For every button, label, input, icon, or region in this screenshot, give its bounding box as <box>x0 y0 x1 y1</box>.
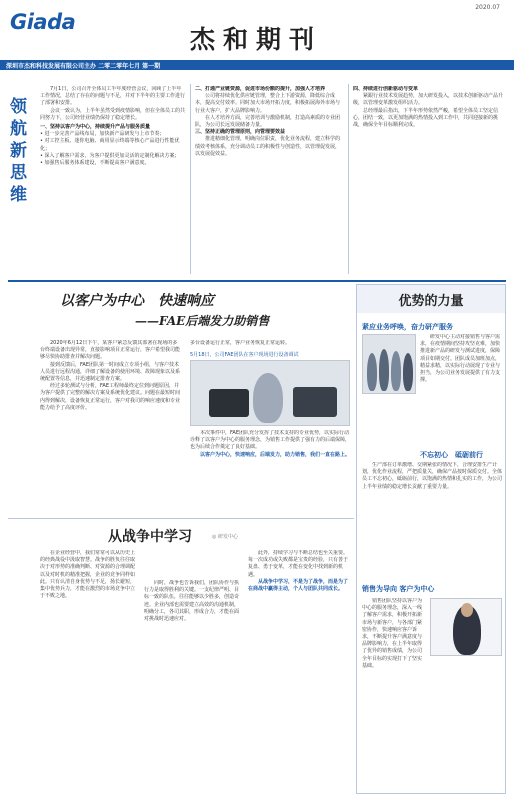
fae-photo-caption: 5月18日，公司FAE团队在客户现场进行设备调试 <box>190 352 299 358</box>
column-divider <box>348 84 349 274</box>
sales-photo <box>430 598 502 656</box>
advantage-heading-3: 销售为导向 客户为中心 <box>362 585 435 593</box>
study-highlight: 从战争中学习，不是为了战争，而是为了在商战中赢得主动，个人与团队共同成长。 <box>248 578 349 593</box>
section-divider <box>8 280 506 282</box>
advantage-text-2 <box>362 462 502 574</box>
lead-heading: 三、坚持正确的管理原则，向管理要效益 <box>195 129 286 136</box>
lead-bullet: • 进一步完善产品线布局，加快新产品研发与上市节奏； <box>40 131 165 138</box>
person-figure <box>379 349 389 391</box>
fae-column-1 <box>40 340 180 512</box>
study-paragraph: 同时，战争也告诉我们，团队协作与执行力是取得胜利的关键。一支纪律严明、目标一致的队伍，往往能够以少胜多，创造奇迹。企业内部也需要建立高效的沟通机制，明确分工，各司其职，形成合力，才能在面对挑战时迅速应对。 <box>144 580 240 623</box>
study-column-1 <box>40 550 138 790</box>
advantage-paragraph: 研发中心主动对接销售与客户需求，在疫情期间坚持攻坚克难，加快推进新产品的研发与测试进度，保障项目如期交付。团队成员加班加点，精益求精，以实际行动展现了专业与担当，为公司业务发展提供了有力支撑。 <box>420 334 501 384</box>
section-divider <box>8 518 354 519</box>
lead-bullet: • 加强售后服务体系建设，不断提高客户满意度。 <box>40 160 150 167</box>
lead-heading: 四、持续进行创新驱动与变革 <box>353 86 419 92</box>
advantage-text-3 <box>362 598 426 790</box>
study-byline: ◎ 研发中心 <box>212 534 238 540</box>
study-title: 从战争中学习 <box>108 529 192 545</box>
team-photo <box>362 334 416 394</box>
study-paragraph: 在企业经营中，我们常常可以从历史上的经典战役中汲取智慧。战争的胜负往往取决于对形势的准确判断、对资源的合理调配以及对时机的精准把握，企业的竞争同样如此。只有认清自身优势与不足，扬长避短，集中优势兵力，才能在激烈的市场竞争中立于不败之地。 <box>40 550 136 600</box>
fae-highlight: 以客户为中心，快速响应，后端发力，助力销售，我们一直在路上。 <box>200 451 350 458</box>
advantage-title: 优势的力量 <box>357 285 505 313</box>
study-paragraph: 此外，持续学习与不断总结也至关重要。每一次成功或失败都是宝贵的经验，只有善于复盘、勇于变革，才能在变化中找到新的机遇。 <box>248 550 349 578</box>
masthead-title: 杰和期刊 <box>190 25 323 54</box>
lead-column-1 <box>40 86 185 274</box>
lead-column-2 <box>195 86 343 274</box>
study-column-2 <box>144 580 242 790</box>
lead-bullet: • 深入了解客户需求，为客户提供更加灵活的定制化解决方案； <box>40 152 180 159</box>
advantage-heading-1: 紧应业务呼唤，奋力研产服务 <box>362 323 453 331</box>
person-head <box>461 603 473 617</box>
advantage-heading-2: 不忘初心 砥砺前行 <box>420 451 483 459</box>
study-column-3 <box>248 550 350 790</box>
lead-bullet: • 对工控主板、迷你电脑、商用显示终端等核心产品进行性能优化； <box>40 138 180 152</box>
advantage-text-1 <box>420 334 504 444</box>
person-figure <box>367 353 377 391</box>
fae-paragraph: 本次事件中，FAE团队充分发挥了技术支持的专业优势，以实际行动诠释了以客户为中心的服务理念，为销售工作提供了强有力的后端保障，也为后续合作奠定了良好基础。 <box>190 430 350 451</box>
lead-paragraph: 会议一致认为，上半年虽然受到疫情影响，但在全体员工的共同努力下，公司经营业绩仍保持了稳定增长。 <box>40 107 185 121</box>
equipment-shape <box>209 389 249 417</box>
lead-heading: 二、打通产业链资源，促进市场份额的提升，加强人才培养 <box>195 86 326 92</box>
advantage-paragraph: 销售团队坚持以客户为中心的服务理念，深入一线了解客户需求，积极开拓新市场与新客户，与各部门紧密协作，快速响应客户诉求，不断提升客户满意度与品牌影响力，在上半年取得了优异的销售成绩，为公司全年目标的实现打下了坚实基础。 <box>362 598 423 669</box>
lead-paragraph: 紧跟行业技术发展趋势，加大研发投入，以技术创新驱动产品升级，以管理变革激发组织活力。 <box>353 93 503 107</box>
issue-date: 2020.07 <box>475 4 500 11</box>
fae-paragraph: 2020年6月12日下午，某客户紧急反馈其部署在现场的多台终端设备出现异常，直接影响项目正常运行，客户希望我司能够尽快协助排查并解决问题。 <box>40 340 180 361</box>
publisher-text: 深圳市杰和科技发展有限公司主办 二零二零年七月 第一期 <box>6 63 161 70</box>
lead-paragraph: 推进精细化管理，明确岗位职责，优化业务流程，建立科学的绩效考核体系，充分调动员工的积极性与创造性，以管理促发展，以发展促效益。 <box>195 136 341 157</box>
fae-paragraph: 接到反馈后，FAE团队第一时间成立专项小组，与客户技术人员进行远程沟通，详细了解设备的使用环境、故障现象以及系统配置等信息，并迅速制定排查方案。 <box>40 361 180 383</box>
lead-heading: 一、坚持以客户为中心，持续提升产品与服务质量 <box>40 124 151 131</box>
person-figure <box>403 353 413 391</box>
publisher-bar <box>0 60 514 70</box>
fae-column-2 <box>190 430 350 514</box>
column-divider <box>190 84 191 274</box>
lead-column-3 <box>353 86 503 274</box>
fae-subtitle: ——FAE后端发力助销售 <box>135 314 270 328</box>
lead-paragraph: 在人才培养方面，完善培训与激励机制，打造高素质的专业团队，为公司长远发展储备力量。 <box>195 114 341 129</box>
fae-paragraph: 多台设备运行正常，客户业务恢复正常运转。 <box>190 340 291 346</box>
fae-paragraph: 经过多轮测试与分析，FAE工程师最终定位到问题原因，并为客户提供了完整的解决方案及系统优化建议。问题在最短时间内得到解决，设备恢复正常运行，客户对我司的响应速度和专业能力给予了高度评价。 <box>40 383 180 411</box>
company-logo: Giada <box>10 10 76 34</box>
lead-paragraph: 总经理最后指出，下半年形势依然严峻，希望全体员工坚定信心，团结一致，以更加饱满的热情投入到工作中，共同迎接新的挑战，确保全年目标顺利完成。 <box>353 107 499 129</box>
person-figure <box>391 351 401 391</box>
lead-paragraph: 7月1日，公司召开全体员工半年度经营会议，回顾了上半年工作情况，总结了存在的问题与不足，并对下半年的主要工作进行了部署和安排。 <box>40 86 185 107</box>
fae-photo <box>190 360 350 426</box>
lead-side-title: 领航新思维 <box>10 97 27 205</box>
lead-paragraph: 公司将持续优化供应链管理，整合上下游资源，降低综合成本，提高交付效率。同时加大市场开拓力度，积极拓展海外市场与行业大客户，扩大品牌影响力。 <box>195 93 341 114</box>
equipment-shape <box>293 387 337 417</box>
fae-column-2-top <box>190 340 350 350</box>
advantage-paragraph: 生产部在订单激增、交期紧张的情况下，合理安排生产计划，优化作业流程，严把质量关，确保产品按时保质交付。全体员工不忘初心，砥砺前行，以饱满的热情和扎实的工作，为公司上半年业绩的稳定增长贡献了重要力量。 <box>362 462 502 490</box>
person-figure <box>253 373 283 423</box>
fae-title: 以客户为中心 快速响应 <box>60 293 214 309</box>
